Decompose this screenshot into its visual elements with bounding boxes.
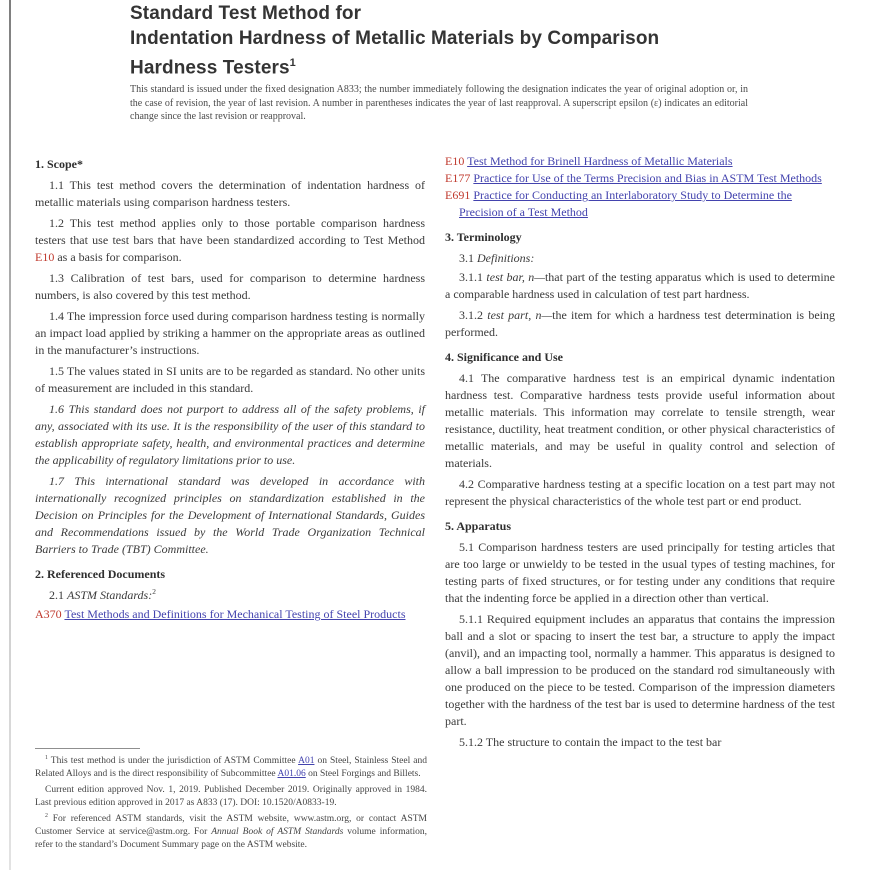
footnote-current-edition	[35, 784, 427, 810]
doc-link[interactable]: Practice for Use of the Terms Precision and Bias in ASTM Test Methods	[473, 171, 822, 185]
text-segment: the item for which a hardness test determination is being performed.	[445, 308, 836, 339]
text-segment: 2.1	[49, 588, 67, 602]
paragraph-5-1	[445, 539, 835, 607]
section-terminology-heading: 3. Terminology	[445, 230, 522, 244]
title-line-3	[130, 51, 770, 80]
text-segment: 1.7 This international standard was developed in accordance with internationally recognized principles on standardization established in the Decision on Principles for the Development of International Standards, Guides and Recommendations issued by the World Trade Organization Technical Barriers to Trade (TBT) Committee.	[35, 474, 425, 556]
paragraph-1-3	[35, 270, 425, 304]
doc-link[interactable]: E10	[35, 250, 55, 264]
doc-link[interactable]: A01	[298, 756, 315, 766]
right-column	[445, 153, 835, 755]
section-scope-heading: 1. Scope*	[35, 157, 83, 171]
issuance-note: This standard is issued under the fixed designation A833; the number immediately following the designation indicates the year of original adoption or, in the case of revision, the year of last revision. A number in parentheses indicates the year of last reapproval. A superscript epsilon (ε) indicates an editorial change since the last revision or reapproval.	[130, 84, 748, 122]
paragraph-1-4	[35, 308, 425, 359]
reference-entry-e177	[445, 170, 835, 187]
footnote-separator	[35, 748, 140, 749]
text-segment: 5.1.2 The structure to contain the impact to the test bar	[459, 735, 722, 749]
paragraph-3-1-1	[445, 269, 835, 303]
text-segment: 3.1.2	[459, 308, 488, 322]
doc-link[interactable]: Test Methods and Definitions for Mechanical Testing of Steel Products	[64, 607, 406, 621]
reference-entry-e10	[445, 153, 835, 170]
doc-link[interactable]: E691	[445, 188, 474, 202]
text-segment: 3.1.1	[459, 270, 487, 284]
text-segment: 5.1.1 Required equipment includes an apparatus that contains the impression ball and a slot or spacing to insert the test bar, a structure to apply the impact (anvil), and an impacting tool, normally a hammer. This apparatus is designed to allow a ball impression to be produced on the standard rod simultaneously with one produced on the piece to be tested. Comparison of the impression diameters together with the hardness of the test bar is used to determine hardness of the test part.	[445, 612, 835, 728]
document-title	[130, 1, 770, 80]
text-segment: This test method is under the jurisdiction of ASTM Committee	[47, 756, 299, 766]
paragraph-1-7	[35, 473, 425, 558]
text-segment: 1	[45, 754, 48, 761]
text-segment: 5.1 Comparison hardness testers are used principally for testing articles that are too large or unwieldy to be tested in the usual types of testing machines, for testing parts of fixed structures, or for testing under any conditions that require that the indenting force be applied in a direction other than vertical.	[445, 540, 835, 605]
text-segment: 1.6 This standard does not purport to address all of the safety problems, if any, associated with its use. It is the responsibility of the user of this standard to establish appropriate safety, health, and environmental practices and determine the applicability of regulatory limitations prior to use.	[35, 402, 425, 467]
doc-link[interactable]: A01.06	[277, 769, 306, 779]
paragraph-1-6	[35, 401, 425, 469]
left-column	[35, 153, 425, 623]
reference-entry-a370	[35, 606, 425, 623]
text-segment: 4.2 Comparative hardness testing at a specific location on a test part may not represent the physical characteristics of the whole test part or end product.	[445, 477, 835, 508]
text-segment: 3.1	[459, 251, 477, 265]
text-segment: test part, n—	[487, 308, 553, 322]
text-segment: 2	[45, 812, 48, 819]
text-segment: 1.5 The values stated in SI units are to be regarded as standard. No other units of measurement are included in this standard.	[35, 364, 425, 395]
title-line-1: Standard Test Method for	[130, 3, 362, 24]
footnote-1	[35, 755, 427, 781]
text-segment: 4.1 The comparative hardness test is an empirical dynamic indentation hardness test. Comparative hardness tests provide useful information about metallic materials. This information may correlate to tensile strength, wear resistance, ductility, heat treatment condition, or other physical characteristics of metallic materials, and may be useful in quality control and selection of materials.	[445, 371, 835, 470]
text-segment: For referenced ASTM standards, visit the ASTM website, www.astm.org, or contact ASTM Customer Service at service@astm.org. For	[35, 814, 427, 837]
paragraph-1-1	[35, 177, 425, 211]
text-segment: as a basis for comparison.	[54, 250, 182, 264]
text-segment: 1.4 The impression force used during comparison hardness testing is normally an impact load applied by striking a hammer on the appropriate areas as outlined in the manufacturer’s instructions.	[35, 309, 425, 357]
doc-link[interactable]: Practice for Conducting an Interlaboratory Study to Determine the Precision of a Test Method	[459, 188, 792, 219]
text-segment: on Steel Forgings and Billets.	[305, 769, 421, 779]
doc-link[interactable]: E177	[445, 171, 474, 185]
doc-link[interactable]: E10	[445, 154, 468, 168]
text-segment: that part of the testing apparatus which is used to determine a comparable hardness used in calculation of test part hardness.	[445, 270, 836, 301]
doc-link[interactable]: A370	[35, 607, 65, 621]
doc-link[interactable]: Test Method for Brinell Hardness of Metallic Materials	[467, 154, 733, 168]
text-segment: 2	[152, 587, 156, 596]
text-segment: test bar, n—	[486, 270, 545, 284]
section-significance-heading: 4. Significance and Use	[445, 350, 564, 364]
text-segment: Current edition approved Nov. 1, 2019. Published December 2019. Originally approved in 1984. Last previous edition approved in 2017 as A833 (17). DOI: 10.1520/A0833-19.	[35, 785, 427, 808]
title-footnote-ref: 1	[289, 57, 296, 69]
paragraph-5-1-2	[445, 734, 835, 751]
text-segment: on Steel, Stainless Steel and Related Alloys and is the direct responsibility of Subcommittee	[35, 756, 427, 779]
text-segment: volume information, refer to the standard’s Document Summary page on the ASTM website.	[35, 827, 427, 850]
reference-entry-e691	[445, 187, 835, 221]
paragraph-3-1	[445, 250, 835, 267]
text-segment: ASTM Standards:	[67, 588, 153, 602]
paragraph-2-1	[35, 587, 425, 604]
text-segment: 1.1 This test method covers the determination of indentation hardness of metallic materials using comparison hardness testers.	[35, 178, 425, 209]
text-segment: 1.3 Calibration of test bars, used for comparison to determine hardness numbers, is also covered by this test method.	[35, 271, 425, 302]
footnotes-block	[35, 746, 427, 870]
text-segment: Annual Book of ASTM Standards	[211, 827, 344, 837]
title-line-2: Indentation Hardness of Metallic Materials by Comparison	[130, 28, 660, 49]
paragraph-1-5	[35, 363, 425, 397]
text-segment: Definitions:	[477, 251, 535, 265]
section-referenced-documents-heading: 2. Referenced Documents	[35, 567, 166, 581]
paragraph-5-1-1	[445, 611, 835, 730]
two-column-body	[35, 153, 835, 755]
footnote-2	[35, 813, 427, 852]
paragraph-1-2	[35, 215, 425, 266]
page-edge-line	[9, 0, 11, 870]
title-line-3-text: Hardness Testers	[130, 57, 290, 79]
text-segment: 1.2 This test method applies only to those portable comparison hardness testers that use test bars that have been standardized according to Test Method	[35, 216, 425, 247]
paragraph-4-2	[445, 476, 835, 510]
paragraph-4-1	[445, 370, 835, 472]
paragraph-3-1-2	[445, 307, 835, 341]
section-apparatus-heading: 5. Apparatus	[445, 519, 512, 533]
